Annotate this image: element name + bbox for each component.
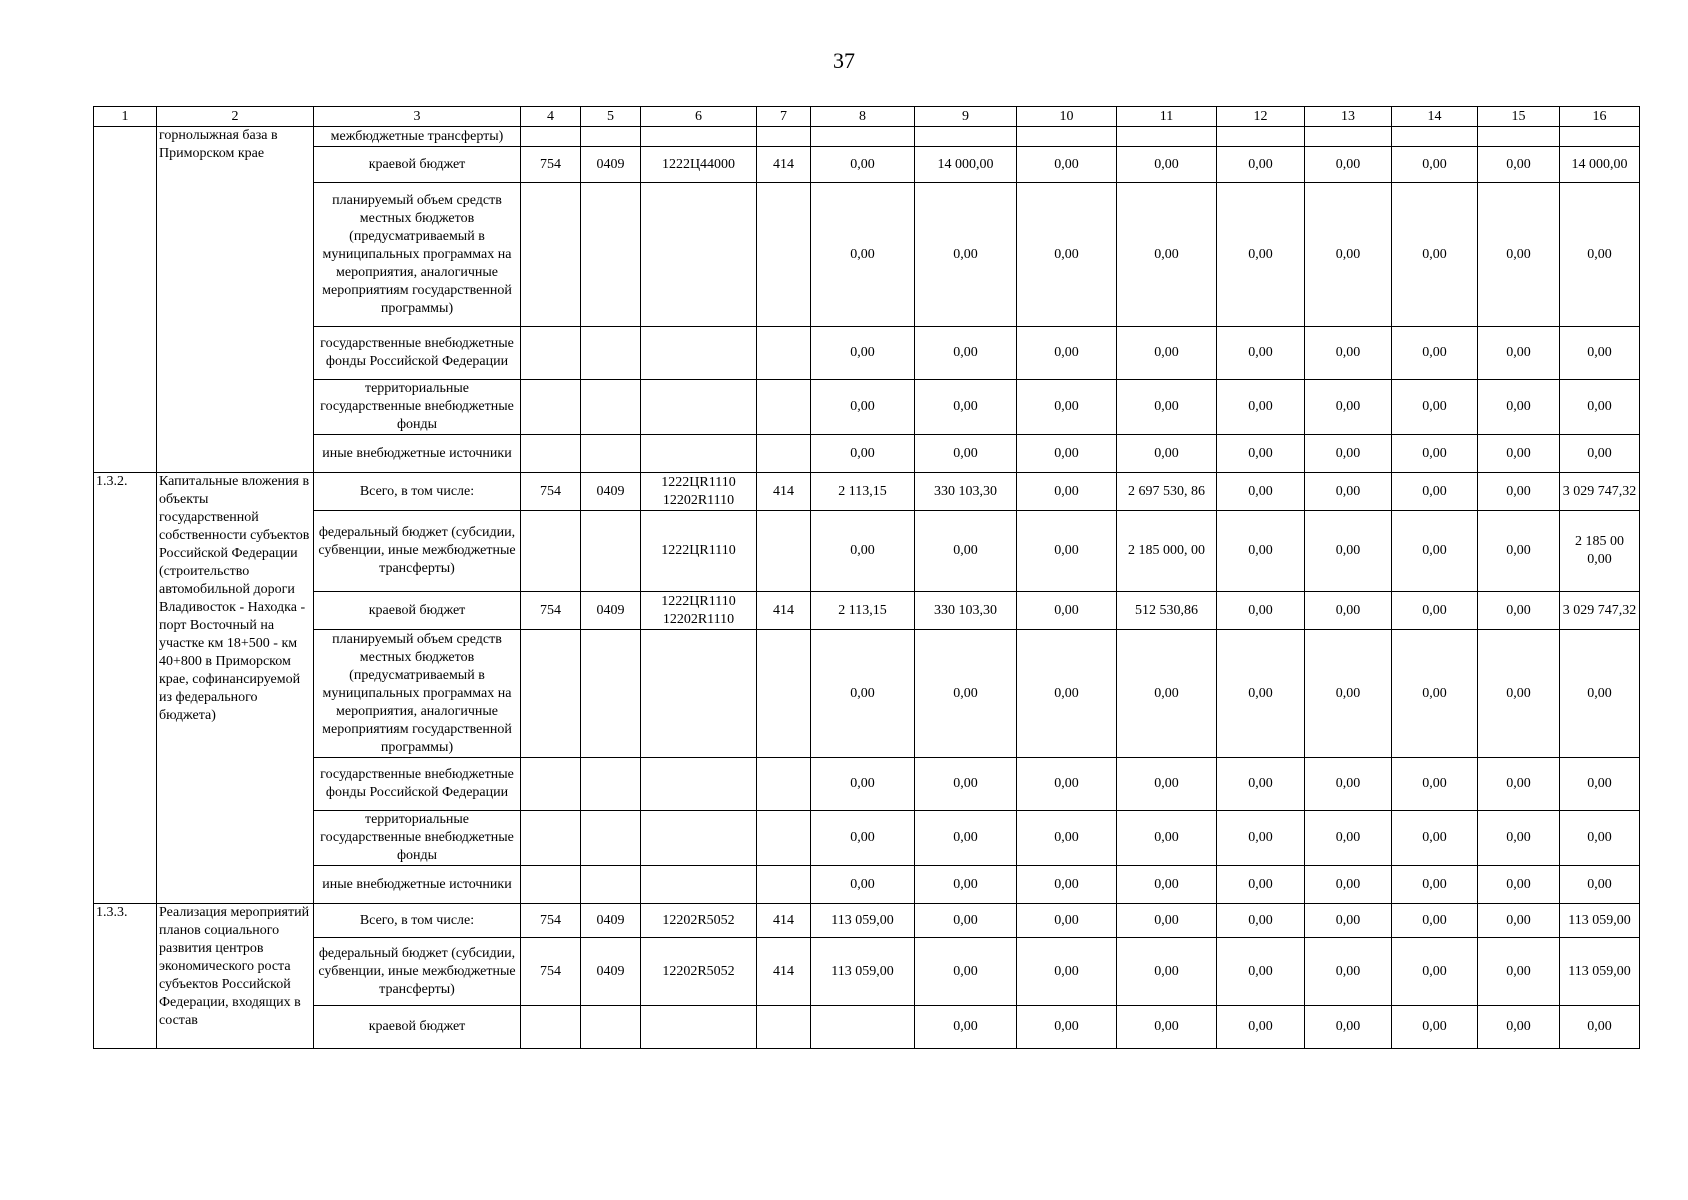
value-cell-c5	[581, 435, 641, 473]
value-cell-c11: 0,00	[1117, 758, 1217, 811]
value-cell-c6	[641, 866, 757, 904]
value-cell-c7	[757, 380, 811, 435]
value-cell-c4	[521, 380, 581, 435]
header-row	[94, 107, 1640, 127]
value-cell-c15: 0,00	[1478, 435, 1560, 473]
value-cell-c14: 0,00	[1392, 630, 1478, 758]
value-cell-c10: 0,00	[1017, 630, 1117, 758]
value-cell-c11: 0,00	[1117, 1006, 1217, 1049]
value-cell-c9: 0,00	[915, 183, 1017, 327]
value-cell-c12: 0,00	[1217, 592, 1305, 630]
table-row	[94, 380, 1640, 435]
value-cell-c9: 14 000,00	[915, 147, 1017, 183]
table-row	[94, 811, 1640, 866]
value-cell-c7: 414	[757, 938, 811, 1006]
funding-source: государственные внебюджетные фонды Российской Федерации	[314, 327, 521, 380]
value-cell-c16: 14 000,00	[1560, 147, 1640, 183]
value-cell-c11: 0,00	[1117, 327, 1217, 380]
value-cell-c13: 0,00	[1305, 592, 1392, 630]
value-cell-c16: 113 059,00	[1560, 938, 1640, 1006]
value-cell-c10: 0,00	[1017, 1006, 1117, 1049]
value-cell-c5: 0409	[581, 904, 641, 938]
value-cell-c4: 754	[521, 147, 581, 183]
value-cell-c7: 414	[757, 592, 811, 630]
value-cell-c12: 0,00	[1217, 511, 1305, 592]
value-cell-c15: 0,00	[1478, 147, 1560, 183]
value-cell-c5: 0409	[581, 473, 641, 511]
funding-source: Всего, в том числе:	[314, 473, 521, 511]
value-cell-c16: 0,00	[1560, 183, 1640, 327]
funding-source: федеральный бюджет (субсидии, субвенции, иные межбюджетные трансферты)	[314, 511, 521, 592]
value-cell-c12: 0,00	[1217, 938, 1305, 1006]
value-cell-c12: 0,00	[1217, 183, 1305, 327]
column-header: 11	[1117, 107, 1217, 127]
value-cell-c11: 0,00	[1117, 435, 1217, 473]
value-cell-c10: 0,00	[1017, 904, 1117, 938]
value-cell-c4: 754	[521, 938, 581, 1006]
value-cell-c11: 0,00	[1117, 147, 1217, 183]
value-cell-c8: 0,00	[811, 380, 915, 435]
value-cell-c11: 0,00	[1117, 380, 1217, 435]
funding-source: территориальные государственные внебюджетные фонды	[314, 811, 521, 866]
value-cell-c10: 0,00	[1017, 327, 1117, 380]
value-cell-c6	[641, 380, 757, 435]
value-cell-c16: 0,00	[1560, 811, 1640, 866]
table-row	[94, 866, 1640, 904]
column-header: 13	[1305, 107, 1392, 127]
value-cell-c7	[757, 630, 811, 758]
value-cell-c7	[757, 511, 811, 592]
value-cell-c6	[641, 183, 757, 327]
value-cell-c9: 0,00	[915, 938, 1017, 1006]
value-cell-c15: 0,00	[1478, 183, 1560, 327]
value-cell-c16: 0,00	[1560, 630, 1640, 758]
value-cell-c9: 330 103,30	[915, 592, 1017, 630]
value-cell-c6: 12202R5052	[641, 904, 757, 938]
value-cell-c6: 1222Ц44000	[641, 147, 757, 183]
value-cell-c13: 0,00	[1305, 473, 1392, 511]
value-cell-c9: 0,00	[915, 380, 1017, 435]
table-row	[94, 758, 1640, 811]
value-cell-c9: 0,00	[915, 630, 1017, 758]
value-cell-c11: 512 530,86	[1117, 592, 1217, 630]
value-cell-c7	[757, 327, 811, 380]
value-cell-c10: 0,00	[1017, 380, 1117, 435]
item-number	[94, 127, 157, 473]
value-cell-c13: 0,00	[1305, 380, 1392, 435]
value-cell-c14	[1392, 127, 1478, 147]
value-cell-c5: 0409	[581, 938, 641, 1006]
table-row	[94, 511, 1640, 592]
value-cell-c6: 1222ЦR1110	[641, 511, 757, 592]
column-header: 6	[641, 107, 757, 127]
value-cell-c13: 0,00	[1305, 327, 1392, 380]
budget-table	[93, 106, 1640, 1049]
table-row	[94, 938, 1640, 1006]
value-cell-c7	[757, 866, 811, 904]
table-row	[94, 1006, 1640, 1049]
value-cell-c12: 0,00	[1217, 904, 1305, 938]
value-cell-c16: 2 185 00 0,00	[1560, 511, 1640, 592]
value-cell-c12: 0,00	[1217, 327, 1305, 380]
value-cell-c14: 0,00	[1392, 327, 1478, 380]
value-cell-c12: 0,00	[1217, 473, 1305, 511]
item-name: горнолыжная база в Приморском крае	[157, 127, 314, 473]
value-cell-c8	[811, 127, 915, 147]
value-cell-c8: 113 059,00	[811, 904, 915, 938]
value-cell-c5	[581, 380, 641, 435]
value-cell-c5	[581, 327, 641, 380]
value-cell-c4	[521, 435, 581, 473]
table-row	[94, 127, 1640, 147]
table-row	[94, 327, 1640, 380]
column-header: 9	[915, 107, 1017, 127]
value-cell-c9: 0,00	[915, 811, 1017, 866]
value-cell-c14: 0,00	[1392, 904, 1478, 938]
value-cell-c14: 0,00	[1392, 592, 1478, 630]
value-cell-c11: 0,00	[1117, 811, 1217, 866]
funding-source: государственные внебюджетные фонды Российской Федерации	[314, 758, 521, 811]
value-cell-c12: 0,00	[1217, 1006, 1305, 1049]
value-cell-c12: 0,00	[1217, 758, 1305, 811]
value-cell-c9	[915, 127, 1017, 147]
value-cell-c14: 0,00	[1392, 1006, 1478, 1049]
funding-source: территориальные государственные внебюджетные фонды	[314, 380, 521, 435]
value-cell-c13: 0,00	[1305, 866, 1392, 904]
value-cell-c6	[641, 1006, 757, 1049]
column-header: 5	[581, 107, 641, 127]
value-cell-c13: 0,00	[1305, 1006, 1392, 1049]
value-cell-c11: 2 697 530, 86	[1117, 473, 1217, 511]
value-cell-c15: 0,00	[1478, 473, 1560, 511]
column-header: 7	[757, 107, 811, 127]
value-cell-c10: 0,00	[1017, 435, 1117, 473]
value-cell-c8: 0,00	[811, 183, 915, 327]
value-cell-c15: 0,00	[1478, 380, 1560, 435]
value-cell-c15: 0,00	[1478, 758, 1560, 811]
funding-source: Всего, в том числе:	[314, 904, 521, 938]
value-cell-c14: 0,00	[1392, 473, 1478, 511]
value-cell-c13: 0,00	[1305, 904, 1392, 938]
value-cell-c8: 0,00	[811, 866, 915, 904]
value-cell-c5	[581, 127, 641, 147]
value-cell-c11: 0,00	[1117, 630, 1217, 758]
item-number: 1.3.3.	[94, 904, 157, 1049]
value-cell-c10: 0,00	[1017, 938, 1117, 1006]
value-cell-c14: 0,00	[1392, 811, 1478, 866]
value-cell-c16: 0,00	[1560, 758, 1640, 811]
value-cell-c6	[641, 127, 757, 147]
column-header: 1	[94, 107, 157, 127]
value-cell-c8: 0,00	[811, 630, 915, 758]
funding-source: межбюджетные трансферты)	[314, 127, 521, 147]
value-cell-c14: 0,00	[1392, 938, 1478, 1006]
value-cell-c13: 0,00	[1305, 511, 1392, 592]
value-cell-c12: 0,00	[1217, 435, 1305, 473]
value-cell-c5	[581, 511, 641, 592]
value-cell-c6	[641, 630, 757, 758]
value-cell-c5	[581, 630, 641, 758]
value-cell-c7	[757, 127, 811, 147]
value-cell-c8: 113 059,00	[811, 938, 915, 1006]
value-cell-c8: 0,00	[811, 147, 915, 183]
value-cell-c7: 414	[757, 147, 811, 183]
value-cell-c5	[581, 758, 641, 811]
value-cell-c9: 0,00	[915, 904, 1017, 938]
funding-source: федеральный бюджет (субсидии, субвенции, иные межбюджетные трансферты)	[314, 938, 521, 1006]
value-cell-c6	[641, 811, 757, 866]
value-cell-c16: 113 059,00	[1560, 904, 1640, 938]
value-cell-c11: 2 185 000, 00	[1117, 511, 1217, 592]
funding-source: краевой бюджет	[314, 592, 521, 630]
value-cell-c6	[641, 435, 757, 473]
value-cell-c16: 0,00	[1560, 435, 1640, 473]
value-cell-c9: 0,00	[915, 1006, 1017, 1049]
value-cell-c14: 0,00	[1392, 511, 1478, 592]
value-cell-c6	[641, 327, 757, 380]
value-cell-c4: 754	[521, 473, 581, 511]
value-cell-c15: 0,00	[1478, 904, 1560, 938]
value-cell-c11	[1117, 127, 1217, 147]
value-cell-c14: 0,00	[1392, 435, 1478, 473]
value-cell-c9: 330 103,30	[915, 473, 1017, 511]
table-row	[94, 473, 1640, 511]
table-row	[94, 435, 1640, 473]
column-header: 2	[157, 107, 314, 127]
value-cell-c10: 0,00	[1017, 811, 1117, 866]
value-cell-c10: 0,00	[1017, 147, 1117, 183]
value-cell-c8: 0,00	[811, 435, 915, 473]
value-cell-c7	[757, 811, 811, 866]
item-name: Реализация мероприятий планов социального развития центров экономического роста субъектов Российской Федерации, входящих в состав	[157, 904, 314, 1049]
value-cell-c8: 0,00	[811, 758, 915, 811]
value-cell-c4	[521, 866, 581, 904]
column-header: 3	[314, 107, 521, 127]
value-cell-c12	[1217, 127, 1305, 147]
value-cell-c5: 0409	[581, 592, 641, 630]
funding-source: планируемый объем средств местных бюджетов (предусматриваемый в муниципальных программах на мероприятия, аналогичные мероприятиям государственной программы)	[314, 630, 521, 758]
column-header: 14	[1392, 107, 1478, 127]
value-cell-c16: 0,00	[1560, 327, 1640, 380]
value-cell-c10: 0,00	[1017, 592, 1117, 630]
value-cell-c10: 0,00	[1017, 511, 1117, 592]
value-cell-c13: 0,00	[1305, 435, 1392, 473]
value-cell-c9: 0,00	[915, 758, 1017, 811]
funding-source: иные внебюджетные источники	[314, 866, 521, 904]
value-cell-c7	[757, 1006, 811, 1049]
value-cell-c7: 414	[757, 473, 811, 511]
value-cell-c12: 0,00	[1217, 866, 1305, 904]
value-cell-c10: 0,00	[1017, 866, 1117, 904]
value-cell-c11: 0,00	[1117, 938, 1217, 1006]
value-cell-c7: 414	[757, 904, 811, 938]
value-cell-c11: 0,00	[1117, 866, 1217, 904]
column-header: 8	[811, 107, 915, 127]
value-cell-c12: 0,00	[1217, 630, 1305, 758]
column-header: 4	[521, 107, 581, 127]
value-cell-c8: 0,00	[811, 811, 915, 866]
value-cell-c15	[1478, 127, 1560, 147]
value-cell-c15: 0,00	[1478, 630, 1560, 758]
value-cell-c4	[521, 1006, 581, 1049]
value-cell-c14: 0,00	[1392, 183, 1478, 327]
value-cell-c13: 0,00	[1305, 147, 1392, 183]
value-cell-c5	[581, 866, 641, 904]
value-cell-c9: 0,00	[915, 511, 1017, 592]
value-cell-c4: 754	[521, 592, 581, 630]
value-cell-c14: 0,00	[1392, 380, 1478, 435]
page-number: 37	[833, 48, 855, 73]
column-header: 16	[1560, 107, 1640, 127]
value-cell-c14: 0,00	[1392, 758, 1478, 811]
value-cell-c12: 0,00	[1217, 811, 1305, 866]
column-header: 10	[1017, 107, 1117, 127]
value-cell-c16: 0,00	[1560, 380, 1640, 435]
value-cell-c11: 0,00	[1117, 183, 1217, 327]
value-cell-c15: 0,00	[1478, 511, 1560, 592]
value-cell-c5	[581, 811, 641, 866]
value-cell-c15: 0,00	[1478, 327, 1560, 380]
value-cell-c8: 0,00	[811, 511, 915, 592]
value-cell-c4	[521, 758, 581, 811]
value-cell-c14: 0,00	[1392, 866, 1478, 904]
item-name: Капитальные вложения в объекты государственной собственности субъектов Российской Федерации (строительство автомобильной дороги Владивосток - Находка - порт Восточный на участке км 18+500 - км 40+800 в Приморском крае, софинансируемой из федерального бюджета)	[157, 473, 314, 904]
value-cell-c12: 0,00	[1217, 380, 1305, 435]
value-cell-c16: 3 029 747,32	[1560, 592, 1640, 630]
value-cell-c9: 0,00	[915, 435, 1017, 473]
value-cell-c10: 0,00	[1017, 183, 1117, 327]
value-cell-c16	[1560, 127, 1640, 147]
value-cell-c16: 0,00	[1560, 1006, 1640, 1049]
table-row	[94, 592, 1640, 630]
value-cell-c13: 0,00	[1305, 758, 1392, 811]
value-cell-c16: 0,00	[1560, 866, 1640, 904]
value-cell-c8: 2 113,15	[811, 592, 915, 630]
value-cell-c15: 0,00	[1478, 1006, 1560, 1049]
value-cell-c5	[581, 1006, 641, 1049]
value-cell-c7	[757, 183, 811, 327]
value-cell-c11: 0,00	[1117, 904, 1217, 938]
value-cell-c13: 0,00	[1305, 630, 1392, 758]
value-cell-c13: 0,00	[1305, 811, 1392, 866]
value-cell-c6: 1222ЦR1110 12202R1110	[641, 473, 757, 511]
value-cell-c6	[641, 758, 757, 811]
funding-source: краевой бюджет	[314, 147, 521, 183]
table-row	[94, 183, 1640, 327]
value-cell-c9: 0,00	[915, 866, 1017, 904]
column-header: 15	[1478, 107, 1560, 127]
value-cell-c7	[757, 758, 811, 811]
value-cell-c5: 0409	[581, 147, 641, 183]
table-row	[94, 904, 1640, 938]
column-header: 12	[1217, 107, 1305, 127]
value-cell-c8: 2 113,15	[811, 473, 915, 511]
value-cell-c6: 12202R5052	[641, 938, 757, 1006]
funding-source: иные внебюджетные источники	[314, 435, 521, 473]
value-cell-c6: 1222ЦR1110 12202R1110	[641, 592, 757, 630]
value-cell-c7	[757, 435, 811, 473]
item-number: 1.3.2.	[94, 473, 157, 904]
value-cell-c13: 0,00	[1305, 183, 1392, 327]
value-cell-c4	[521, 183, 581, 327]
value-cell-c4: 754	[521, 904, 581, 938]
value-cell-c15: 0,00	[1478, 938, 1560, 1006]
value-cell-c13	[1305, 127, 1392, 147]
value-cell-c10: 0,00	[1017, 758, 1117, 811]
value-cell-c14: 0,00	[1392, 147, 1478, 183]
value-cell-c10: 0,00	[1017, 473, 1117, 511]
value-cell-c15: 0,00	[1478, 592, 1560, 630]
value-cell-c8	[811, 1006, 915, 1049]
value-cell-c8: 0,00	[811, 327, 915, 380]
funding-source: планируемый объем средств местных бюджетов (предусматриваемый в муниципальных программах на мероприятия, аналогичные мероприятиям государственной программы)	[314, 183, 521, 327]
value-cell-c4	[521, 327, 581, 380]
value-cell-c12: 0,00	[1217, 147, 1305, 183]
value-cell-c4	[521, 511, 581, 592]
value-cell-c16: 3 029 747,32	[1560, 473, 1640, 511]
value-cell-c4	[521, 127, 581, 147]
value-cell-c15: 0,00	[1478, 866, 1560, 904]
value-cell-c5	[581, 183, 641, 327]
table-row	[94, 147, 1640, 183]
value-cell-c4	[521, 811, 581, 866]
value-cell-c4	[521, 630, 581, 758]
funding-source: краевой бюджет	[314, 1006, 521, 1049]
value-cell-c10	[1017, 127, 1117, 147]
value-cell-c15: 0,00	[1478, 811, 1560, 866]
value-cell-c9: 0,00	[915, 327, 1017, 380]
value-cell-c13: 0,00	[1305, 938, 1392, 1006]
table-row	[94, 630, 1640, 758]
